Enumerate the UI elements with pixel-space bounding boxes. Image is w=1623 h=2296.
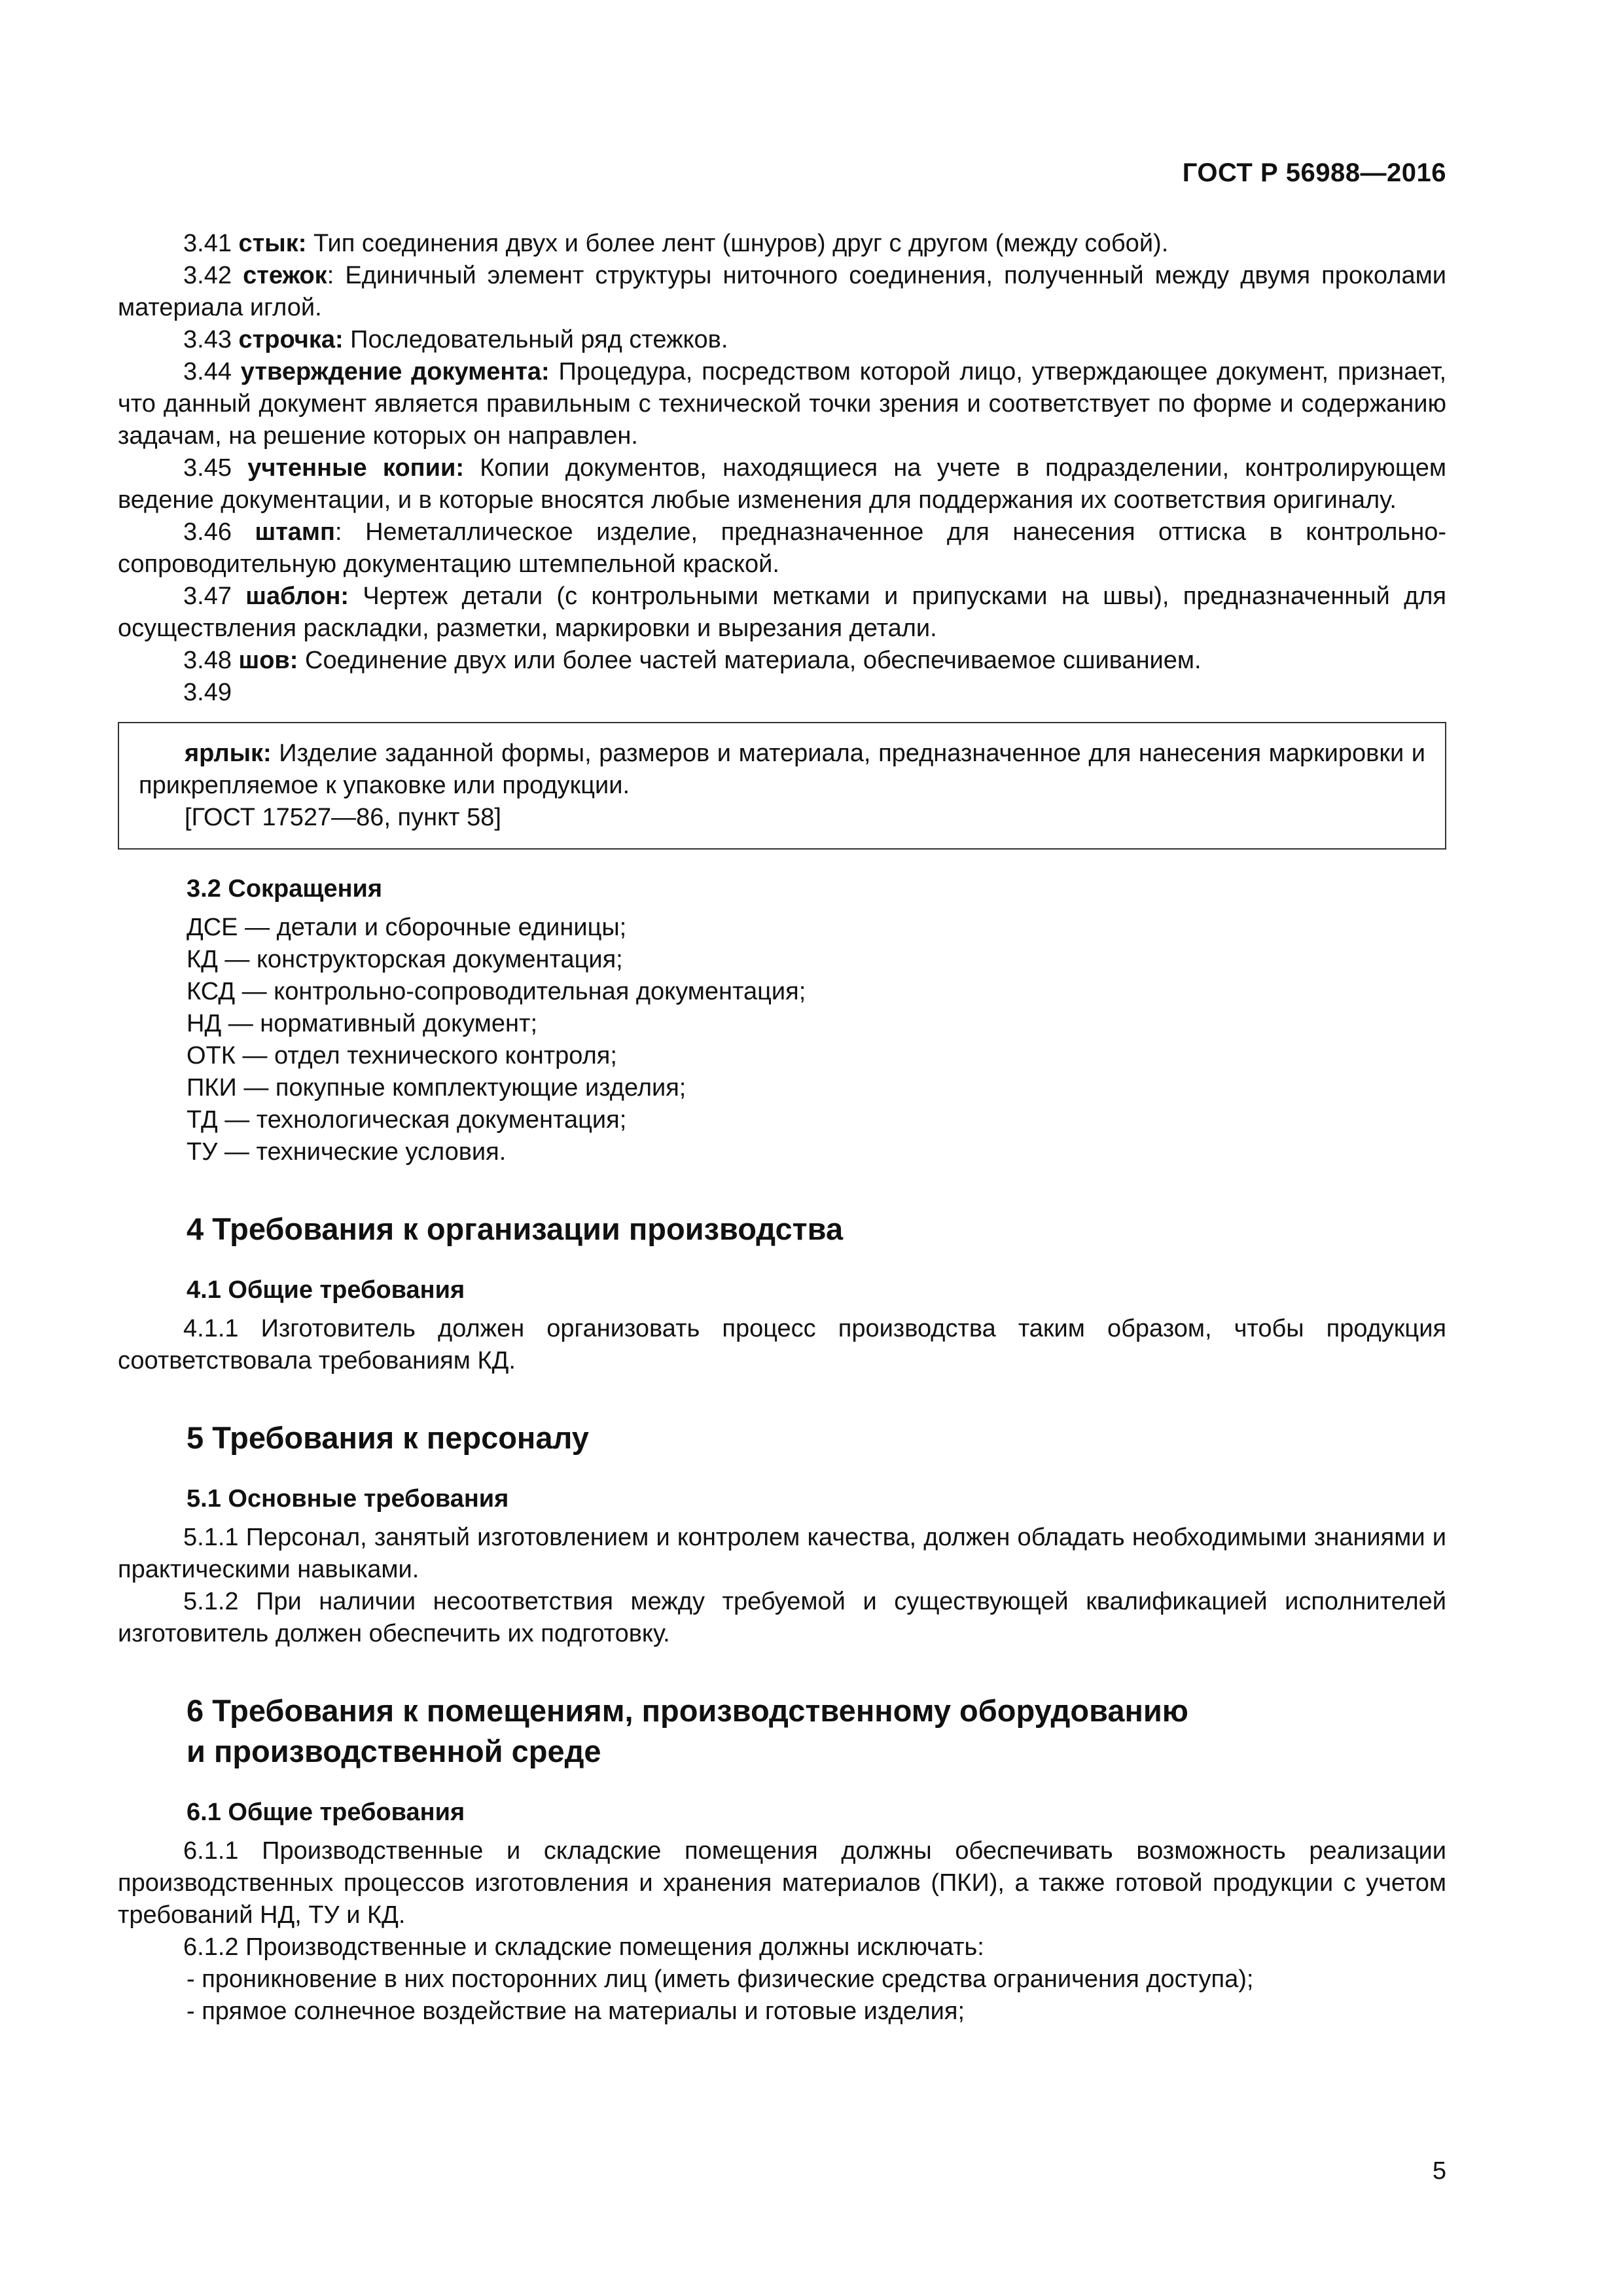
definition-text: Тип соединения двух и более лент (шнуров) друг с другом (между собой).	[306, 230, 1169, 257]
definition-number: 3.42	[183, 262, 232, 289]
abbreviation-item: ОТК — отдел технического контроля;	[187, 1042, 617, 1069]
section-4-1-heading: 4.1 Общие требования	[187, 1276, 465, 1304]
definition-text: Соединение двух или более частей материала, обеспечиваемое сшиванием.	[298, 647, 1202, 674]
definition-term: шов:	[238, 647, 298, 674]
paragraph-5-1-1: 5.1.1 Персонал, занятый изготовлением и контролем качества, должен обладать необходимыми знаниями и практическими навыками.	[118, 1524, 1446, 1583]
abbreviation-item: КД — конструкторская документация;	[187, 946, 623, 973]
definition-3-45	[118, 452, 1446, 516]
abbreviation-item: ПКИ — покупные комплектующие изделия;	[187, 1074, 687, 1102]
document-standard-id: ГОСТ Р 56988—2016	[1182, 158, 1446, 187]
section-6-heading	[118, 1691, 1446, 1772]
abbreviation-item: ТД — технологическая документация;	[187, 1106, 627, 1134]
abbreviation-item: НД — нормативный документ;	[187, 1010, 538, 1037]
definition-term: шаблон:	[245, 583, 349, 610]
definition-3-47	[118, 581, 1446, 645]
definition-source-reference: [ГОСТ 17527—86, пункт 58]	[185, 804, 501, 831]
section-6-heading-line-1: 6 Требования к помещениям, производственному оборудованию	[187, 1693, 1188, 1728]
definition-text: Процедура, посредством которой лицо, утверждающее документ, признает, что данный документ является правильным с технической точки зрения и соответствует по форме и содержанию задачам, на решение которых он направлен.	[118, 358, 1447, 450]
paragraph-5-1-2: 5.1.2 При наличии несоответствия между требуемой и существующей квалификацией исполнителей изготовитель должен обеспечить их подготовку.	[118, 1588, 1446, 1647]
page-number: 5	[1432, 2157, 1446, 2185]
quoted-definition-box	[118, 722, 1446, 850]
definition-number: 3.48	[183, 647, 232, 674]
definition-3-42	[118, 260, 1446, 324]
abbreviations-heading: 3.2 Сокращения	[187, 875, 383, 903]
definition-text: : Неметаллическое изделие, предназначенное для нанесения оттиска в контрольно-сопроводительную документацию штемпельной краской.	[118, 518, 1446, 578]
paragraph-6-1-1: 6.1.1 Производственные и складские помещения должны обеспечивать возможность реализации производственных процессов изготовления и хранения материалов (ПКИ), а также готовой продукции с учетом требований НД, ТУ и КД.	[118, 1837, 1446, 1929]
definition-3-41	[118, 228, 1446, 260]
definition-term: ярлык:	[185, 740, 272, 767]
definition-text: Копии документов, находящиеся на учете в подразделении, контролирующем ведение документации, и в которые вносятся любые изменения для поддержания их соответствия оригиналу.	[118, 454, 1446, 514]
definition-term: штамп	[255, 518, 335, 546]
definition-3-43	[118, 324, 1446, 356]
section-5-1-heading: 5.1 Основные требования	[187, 1485, 509, 1513]
abbreviation-item: ДСЕ — детали и сборочные единицы;	[187, 914, 627, 941]
section-4-heading: 4 Требования к организации производства	[187, 1211, 844, 1246]
definition-number: 3.45	[183, 454, 232, 482]
definition-text: Изделие заданной формы, размеров и материала, предназначенное для нанесения маркировки и прикрепляемое к упаковке или продукции.	[139, 740, 1425, 799]
definition-term: строчка:	[238, 326, 344, 353]
definition-text: Последовательный ряд стежков.	[343, 326, 728, 353]
definition-text: Чертеж детали (с контрольными метками и припусками на швы), предназначенный для осуществления раскладки, разметки, маркировки и вырезания детали.	[118, 583, 1446, 642]
definition-term: стык:	[238, 230, 307, 257]
definition-3-49	[139, 738, 1425, 802]
definition-term: учтенные копии:	[247, 454, 464, 482]
definition-3-49-number: 3.49	[183, 679, 232, 706]
definition-3-46	[118, 516, 1446, 581]
definition-3-44	[118, 356, 1446, 452]
section-6-heading-line-2: и производственной среде	[187, 1734, 601, 1768]
list-item: - прямое солнечное воздействие на материалы и готовые изделия;	[187, 1998, 965, 2025]
definition-number: 3.41	[183, 230, 232, 257]
definition-number: 3.43	[183, 326, 232, 353]
list-item: - проникновение в них посторонних лиц (иметь физические средства ограничения доступа);	[187, 1965, 1254, 1993]
definition-number: 3.44	[183, 358, 232, 386]
definition-3-48	[118, 645, 1446, 677]
document-body	[118, 228, 1446, 2028]
abbreviation-item: ТУ — технические условия.	[187, 1138, 507, 1166]
definition-number: 3.46	[183, 518, 232, 546]
definition-number: 3.47	[183, 583, 232, 610]
abbreviation-item: КСД — контрольно-сопроводительная документация;	[187, 978, 806, 1005]
definition-term: стежок	[243, 262, 327, 289]
definition-term: утверждение документа:	[240, 358, 550, 386]
paragraph-4-1-1: 4.1.1 Изготовитель должен организовать процесс производства таким образом, чтобы продукция соответствовала требованиям КД.	[118, 1315, 1446, 1374]
paragraph-6-1-2: 6.1.2 Производственные и складские помещения должны исключать:	[183, 1933, 984, 1961]
section-5-heading: 5 Требования к персоналу	[187, 1420, 589, 1455]
section-6-1-heading: 6.1 Общие требования	[187, 1799, 465, 1826]
definition-text: : Единичный элемент структуры ниточного соединения, полученный между двумя проколами материала иглой.	[118, 262, 1446, 321]
